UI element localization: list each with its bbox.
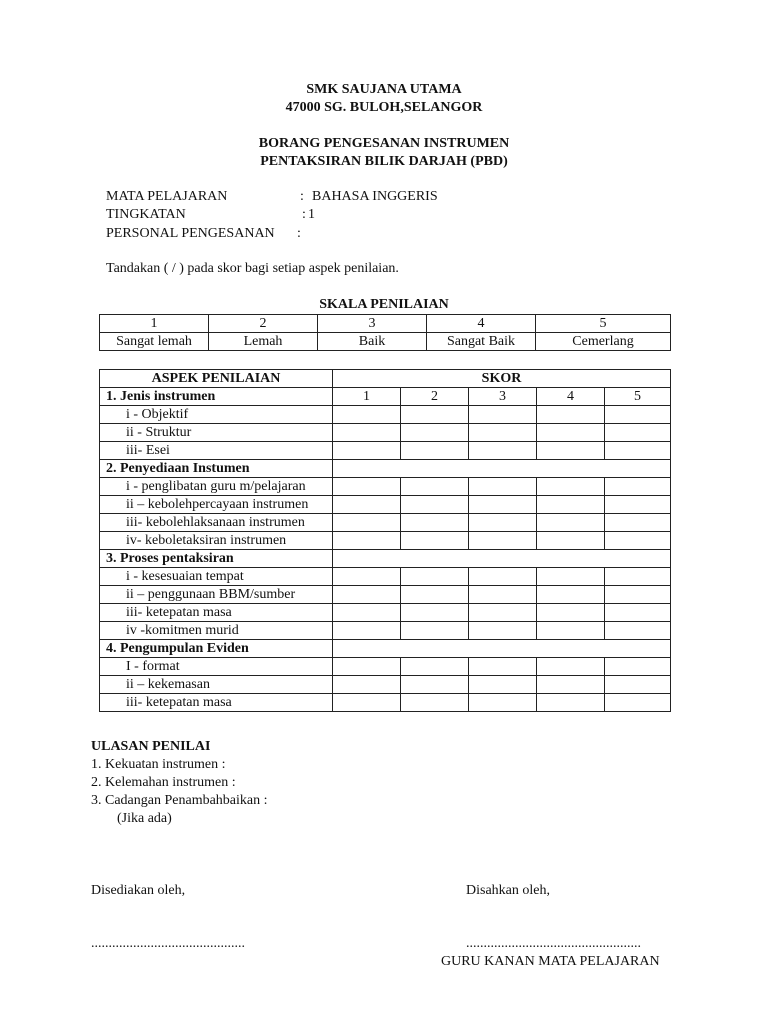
- table-row: [100, 658, 671, 676]
- score-cell[interactable]: [401, 424, 469, 442]
- aspect-header-row: [100, 370, 671, 388]
- score-cell[interactable]: [469, 586, 537, 604]
- table-row: [100, 478, 671, 496]
- score-cell[interactable]: [469, 442, 537, 460]
- score-cell[interactable]: [469, 514, 537, 532]
- score-cell[interactable]: [537, 496, 605, 514]
- scale-label-1: Sangat lemah: [100, 333, 209, 351]
- score-cell[interactable]: [605, 424, 671, 442]
- score-cell[interactable]: [537, 604, 605, 622]
- review-item-1: 1. Kekuatan instrumen :: [91, 757, 226, 772]
- scale-label-row: [100, 333, 671, 351]
- score-cell[interactable]: [605, 676, 671, 694]
- scale-number-1: 1: [100, 315, 209, 333]
- score-cell[interactable]: [401, 676, 469, 694]
- score-cell[interactable]: [537, 676, 605, 694]
- group-score-blank: [333, 460, 671, 478]
- approved-by-label: Disahkan oleh,: [466, 883, 550, 898]
- table-row: [100, 586, 671, 604]
- score-cell[interactable]: [333, 568, 401, 586]
- aspect-item: ii – kekemasan: [100, 676, 333, 694]
- score-cell[interactable]: [537, 514, 605, 532]
- score-cell[interactable]: [401, 586, 469, 604]
- score-cell[interactable]: [537, 442, 605, 460]
- score-cell[interactable]: [537, 622, 605, 640]
- review-note: (Jika ada): [117, 811, 172, 826]
- score-cell[interactable]: [469, 694, 537, 712]
- instruction-text: Tandakan ( / ) pada skor bagi setiap aspek penilaian.: [106, 261, 399, 276]
- score-cell[interactable]: [537, 694, 605, 712]
- table-row: [100, 406, 671, 424]
- score-cell[interactable]: [401, 442, 469, 460]
- info-value-form: 1: [308, 207, 315, 222]
- score-cell[interactable]: [401, 496, 469, 514]
- score-cell[interactable]: [605, 568, 671, 586]
- signature-line-right: ..................................................: [466, 936, 641, 951]
- score-cell[interactable]: [537, 406, 605, 424]
- score-cell[interactable]: [469, 658, 537, 676]
- group-title-3: 3. Proses pentaksiran: [100, 550, 333, 568]
- scale-number-row: [100, 315, 671, 333]
- info-sep-form: :: [302, 207, 306, 222]
- scale-number-3: 3: [318, 315, 427, 333]
- score-cell[interactable]: [333, 586, 401, 604]
- signature-line-left: ............................................: [91, 936, 245, 951]
- score-cell[interactable]: [605, 406, 671, 424]
- aspect-item: i - Objektif: [100, 406, 333, 424]
- scale-label-5: Cemerlang: [536, 333, 671, 351]
- score-cell[interactable]: [605, 478, 671, 496]
- table-row: [100, 442, 671, 460]
- score-cell[interactable]: [401, 568, 469, 586]
- score-cell[interactable]: [469, 622, 537, 640]
- score-cell[interactable]: [401, 532, 469, 550]
- aspect-item: I - format: [100, 658, 333, 676]
- aspect-item: ii – kebolehpercayaan instrumen: [100, 496, 333, 514]
- score-cell[interactable]: [401, 514, 469, 532]
- aspect-item: iii- Esei: [100, 442, 333, 460]
- table-row: [100, 604, 671, 622]
- prepared-by-label: Disediakan oleh,: [91, 883, 186, 898]
- score-cell[interactable]: [333, 442, 401, 460]
- score-cell[interactable]: [469, 478, 537, 496]
- scale-number-5: 5: [536, 315, 671, 333]
- table-row: [100, 676, 671, 694]
- score-cell[interactable]: [333, 424, 401, 442]
- info-label-form: TINGKATAN: [106, 207, 186, 222]
- table-row: [100, 388, 671, 406]
- aspect-item: ii – penggunaan BBM/sumber: [100, 586, 333, 604]
- review-item-3: 3. Cadangan Penambahbaikan :: [91, 793, 268, 808]
- score-cell[interactable]: [605, 586, 671, 604]
- score-cell[interactable]: [333, 676, 401, 694]
- scale-label-4: Sangat Baik: [427, 333, 536, 351]
- scale-number-2: 2: [209, 315, 318, 333]
- score-cell[interactable]: [537, 532, 605, 550]
- aspect-header: ASPEK PENILAIAN: [100, 370, 333, 388]
- score-cell[interactable]: [333, 694, 401, 712]
- aspect-item: iv -komitmen murid: [100, 622, 333, 640]
- table-row: [100, 640, 671, 658]
- table-row: [100, 514, 671, 532]
- aspect-item: iii- kebolehlaksanaan instrumen: [100, 514, 333, 532]
- aspect-item: iv- keboletaksiran instrumen: [100, 532, 333, 550]
- score-cell[interactable]: [333, 622, 401, 640]
- info-label-reviewer: PERSONAL PENGESANAN: [106, 226, 275, 241]
- score-cell[interactable]: [469, 604, 537, 622]
- info-value-subject: BAHASA INGGERIS: [312, 189, 438, 204]
- score-cell[interactable]: [537, 424, 605, 442]
- score-cell[interactable]: [537, 478, 605, 496]
- score-cell[interactable]: [537, 568, 605, 586]
- scale-table: [99, 314, 671, 351]
- school-address: 47000 SG. BULOH,SELANGOR: [285, 100, 483, 115]
- table-row: [100, 694, 671, 712]
- aspect-item: i - kesesuaian tempat: [100, 568, 333, 586]
- score-cell[interactable]: [605, 514, 671, 532]
- score-cell[interactable]: [605, 658, 671, 676]
- score-cell[interactable]: [333, 532, 401, 550]
- score-cell[interactable]: [469, 496, 537, 514]
- approver-title: GURU KANAN MATA PELAJARAN: [441, 954, 660, 969]
- aspect-item: i - penglibatan guru m/pelajaran: [100, 478, 333, 496]
- score-header: SKOR: [333, 370, 671, 388]
- review-item-2: 2. Kelemahan instrumen :: [91, 775, 236, 790]
- info-sep-subject: :: [300, 189, 304, 204]
- review-title: ULASAN PENILAI: [91, 739, 211, 754]
- score-col-4: 4: [537, 388, 605, 406]
- score-cell[interactable]: [537, 586, 605, 604]
- score-cell[interactable]: [605, 694, 671, 712]
- form-title-line1: BORANG PENGESANAN INSTRUMEN: [258, 136, 510, 151]
- score-cell[interactable]: [333, 658, 401, 676]
- group-score-blank: [333, 640, 671, 658]
- table-row: [100, 532, 671, 550]
- score-cell[interactable]: [333, 406, 401, 424]
- score-cell[interactable]: [605, 622, 671, 640]
- aspect-item: iii- ketepatan masa: [100, 604, 333, 622]
- table-row: [100, 550, 671, 568]
- info-label-subject: MATA PELAJARAN: [106, 189, 228, 204]
- score-cell[interactable]: [469, 568, 537, 586]
- score-cell[interactable]: [605, 532, 671, 550]
- score-col-2: 2: [401, 388, 469, 406]
- info-sep-reviewer: :: [297, 226, 301, 241]
- score-cell[interactable]: [605, 604, 671, 622]
- scale-title: SKALA PENILAIAN: [319, 297, 449, 312]
- group-title-4: 4. Pengumpulan Eviden: [100, 640, 333, 658]
- group-title-2: 2. Penyediaan Instumen: [100, 460, 333, 478]
- score-col-5: 5: [605, 388, 671, 406]
- score-cell[interactable]: [469, 424, 537, 442]
- score-cell[interactable]: [401, 622, 469, 640]
- score-col-1: 1: [333, 388, 401, 406]
- group-score-blank: [333, 550, 671, 568]
- scale-label-2: Lemah: [209, 333, 318, 351]
- table-row: [100, 424, 671, 442]
- score-cell[interactable]: [333, 604, 401, 622]
- aspect-item: ii - Struktur: [100, 424, 333, 442]
- score-cell[interactable]: [605, 496, 671, 514]
- scale-number-4: 4: [427, 315, 536, 333]
- table-row: [100, 622, 671, 640]
- score-cell[interactable]: [333, 478, 401, 496]
- school-name: SMK SAUJANA UTAMA: [306, 82, 462, 97]
- table-row: [100, 460, 671, 478]
- score-col-3: 3: [469, 388, 537, 406]
- score-cell[interactable]: [333, 514, 401, 532]
- aspect-table: [99, 369, 671, 712]
- score-cell[interactable]: [469, 532, 537, 550]
- score-cell[interactable]: [401, 604, 469, 622]
- table-row: [100, 496, 671, 514]
- table-row: [100, 568, 671, 586]
- score-cell[interactable]: [401, 694, 469, 712]
- group-title-1: 1. Jenis instrumen: [100, 388, 333, 406]
- score-cell[interactable]: [333, 496, 401, 514]
- form-title-line2: PENTAKSIRAN BILIK DARJAH (PBD): [260, 154, 508, 169]
- score-cell[interactable]: [401, 478, 469, 496]
- aspect-item: iii- ketepatan masa: [100, 694, 333, 712]
- score-cell[interactable]: [469, 676, 537, 694]
- score-cell[interactable]: [605, 442, 671, 460]
- score-cell[interactable]: [537, 658, 605, 676]
- score-cell[interactable]: [401, 658, 469, 676]
- score-cell[interactable]: [469, 406, 537, 424]
- scale-label-3: Baik: [318, 333, 427, 351]
- score-cell[interactable]: [401, 406, 469, 424]
